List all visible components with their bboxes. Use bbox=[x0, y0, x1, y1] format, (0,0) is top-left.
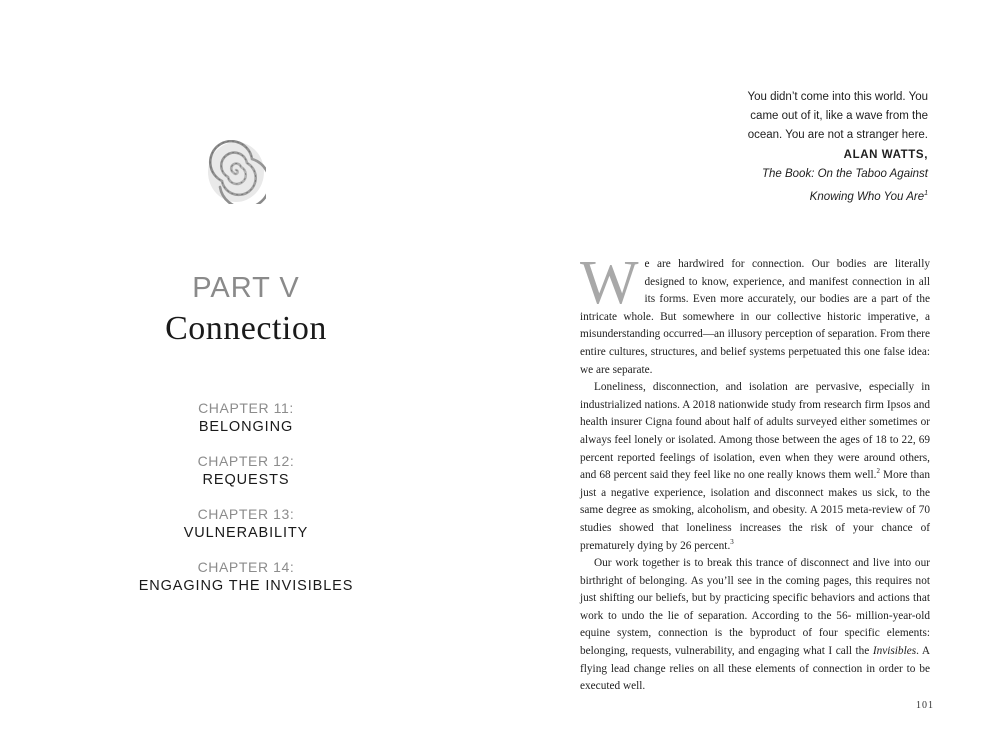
chapter-number: CHAPTER 11: bbox=[198, 400, 294, 416]
epigraph-line: came out of it, like a wave from the bbox=[750, 110, 928, 122]
chapter-item bbox=[110, 400, 382, 453]
chapter-title: REQUESTS bbox=[202, 472, 290, 488]
footnote-marker: 1 bbox=[924, 190, 928, 197]
chapter-title: ENGAGING THE INVISIBLES bbox=[138, 578, 354, 594]
paragraph bbox=[580, 249, 930, 379]
chapter-item bbox=[110, 559, 382, 612]
epigraph-line: You didn’t come into this world. You bbox=[747, 91, 928, 103]
drop-cap: W bbox=[580, 249, 639, 317]
page-number: 101 bbox=[916, 700, 934, 711]
paragraph bbox=[580, 379, 930, 555]
paragraph-text: Our work together is to break this trance of disconnect and live into our birthright of belonging. As you’ll see in the coming pages, this requires not just shifting our beliefs, but by practicing specific behaviors and actions that work to undo the lie of separation. According to the 56- million-year-old equine system, connection is the byproduct of four specific elements: belonging, requests, vulnerability, and engaging what I call the bbox=[580, 557, 930, 658]
part-label: PART V bbox=[192, 272, 300, 304]
footnote-marker: 3 bbox=[730, 537, 734, 546]
chapter-item bbox=[110, 506, 382, 559]
epigraph-source: The Book: On the Taboo Against bbox=[761, 168, 928, 180]
paragraph-text: . A flying lead change relies on all these elements of connection in order to be executed well. bbox=[580, 645, 930, 693]
chapter-list bbox=[110, 400, 382, 612]
paragraph-text: e are hardwired for connection. Our bodies are literally designed to know, experience, and manifest connection in all its forms. Even more accurately, our bodies are a part of the intricate whole. But somewhere in our collective historic imperative, a misunderstanding occurred—an illusory perception of separation. From there entire cultures, structures, and belief systems perpetuated this one false idea: we are separate. bbox=[580, 258, 930, 376]
paragraph-italic: Invisibles bbox=[872, 645, 917, 658]
paragraph-text: More than just a negative experience, isolation and disconnect makes us sick, to the same degree as smoking, alcoholism, and obesity. A 2015 meta-review of 70 studies showed that loneliness increases the risk of your chance of prematurely dying by 26 percent. bbox=[580, 469, 930, 552]
chapter-number: CHAPTER 14: bbox=[197, 559, 295, 575]
chapter-number: CHAPTER 12: bbox=[197, 453, 295, 469]
chapter-title: VULNERABILITY bbox=[183, 525, 309, 541]
epigraph-author: ALAN WATTS, bbox=[843, 149, 928, 161]
part-title: Connection bbox=[165, 310, 327, 347]
footnote-marker: 2 bbox=[876, 467, 880, 476]
epigraph-line: ocean. You are not a stranger here. bbox=[747, 129, 928, 141]
body-text bbox=[580, 249, 930, 696]
epigraph bbox=[628, 88, 928, 207]
chapter-item bbox=[110, 453, 382, 506]
paragraph-text: Loneliness, disconnection, and isolation are pervasive, especially in industrialized nations. A 2018 nationwide study from research firm Ipsos and health insurer Cigna found about half of adults surveyed either sometimes or always feel lonely or isolated. Among those between the ages of 18 to 22, 69 percent reported feelings of isolation, even when they were around others, and 68 percent said they feel like no one really knows them well. bbox=[580, 381, 930, 482]
right-page bbox=[500, 0, 1000, 750]
epigraph-source-text: Knowing Who You Are bbox=[809, 190, 925, 203]
paragraph bbox=[580, 555, 930, 696]
epigraph-source bbox=[628, 184, 928, 207]
spiral-icon bbox=[206, 140, 266, 204]
chapter-title: BELONGING bbox=[198, 419, 294, 435]
chapter-number: CHAPTER 13: bbox=[197, 506, 295, 522]
